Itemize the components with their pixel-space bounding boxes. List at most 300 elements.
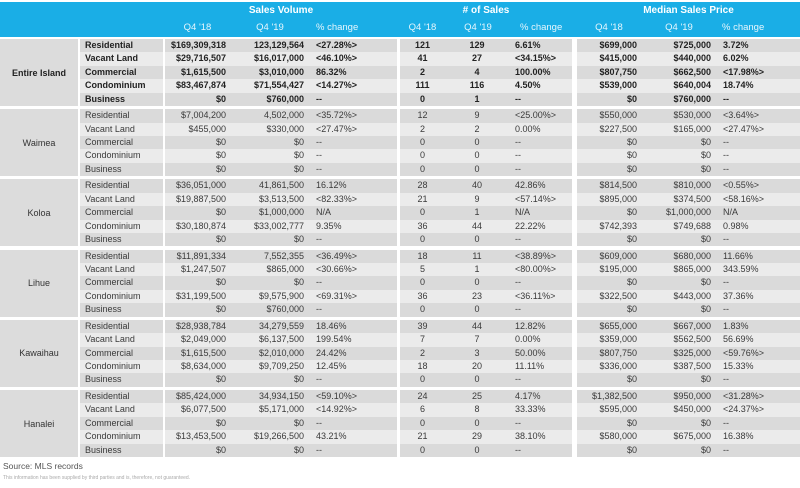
property-type: Vacant Land <box>85 263 135 274</box>
table-row <box>0 360 800 373</box>
sales-volume-change: <59.10%> <box>316 391 358 401</box>
median-price-q418: $807,750 <box>599 66 637 77</box>
num-sales-q418: 12 <box>417 110 428 121</box>
median-price-change: <59.76%> <box>723 347 765 358</box>
ns-q418-header: Q4 '18 <box>408 22 437 33</box>
sales-volume-q418: $0 <box>215 150 226 161</box>
sales-volume-q419: $0 <box>293 233 304 244</box>
table-row <box>0 109 800 122</box>
num-sales-q419: 44 <box>471 220 482 231</box>
num-sales-change: <34.15%> <box>515 53 557 64</box>
sales-volume-q419: $33,002,777 <box>253 220 304 231</box>
sales-volume-q419: $760,000 <box>266 93 304 104</box>
num-sales-change: -- <box>515 163 521 174</box>
source-note: Source: MLS records <box>3 461 83 471</box>
sales-volume-q418: $2,049,000 <box>180 334 226 345</box>
num-sales-change: 38.10% <box>515 431 546 442</box>
sales-volume-change: <27.28%> <box>316 40 358 50</box>
property-type: Commercial <box>85 417 134 428</box>
sales-volume-q418: $0 <box>215 93 226 104</box>
sales-volume-change: 9.35% <box>316 220 342 231</box>
sales-volume-change: 199.54% <box>316 334 352 345</box>
sales-volume-q418: $0 <box>215 277 226 288</box>
median-price-q418: $0 <box>626 417 637 428</box>
median-price-change: -- <box>723 233 729 244</box>
sales-volume-change: 43.21% <box>316 431 347 442</box>
sales-volume-q418: $0 <box>215 304 226 315</box>
sales-volume-change: <14.27%> <box>316 80 358 91</box>
table-row <box>0 373 800 386</box>
sales-volume-q419: $0 <box>293 136 304 147</box>
sales-volume-q419: 7,552,355 <box>263 250 304 261</box>
property-type: Business <box>85 304 122 315</box>
num-sales-change: -- <box>515 374 521 385</box>
sales-volume-change: -- <box>316 277 322 288</box>
median-price-change: -- <box>723 374 729 385</box>
median-price-q418: $1,382,500 <box>591 391 637 401</box>
sales-volume-change: <82.33%> <box>316 193 358 204</box>
median-price-q418: $895,000 <box>599 193 637 204</box>
sales-volume-q418: $169,309,318 <box>170 40 226 50</box>
median-price-change: 3.72% <box>723 40 749 50</box>
area-label: Kawaihau <box>0 320 78 387</box>
area-label: Hanalei <box>0 390 78 457</box>
property-type: Residential <box>85 110 130 121</box>
num-sales-q418: 0 <box>419 93 425 104</box>
median-price-change: -- <box>723 163 729 174</box>
num-sales-q418: 121 <box>414 40 431 50</box>
num-sales-change: 0.00% <box>515 123 541 134</box>
median-price-q418: $0 <box>626 207 637 218</box>
sales-volume-q418: $11,891,334 <box>176 250 226 261</box>
median-price-q418: $699,000 <box>599 40 637 50</box>
median-price-q419: $0 <box>700 233 711 244</box>
num-sales-q419: 0 <box>474 277 480 288</box>
sales-volume-q418: $0 <box>215 233 226 244</box>
sales-volume-q418: $8,634,000 <box>180 360 226 371</box>
header-number-of-sales: # of Sales <box>462 5 510 16</box>
sales-volume-change: 24.42% <box>316 347 347 358</box>
sales-volume-change: -- <box>316 150 322 161</box>
median-price-change: 18.74% <box>723 80 754 91</box>
property-type: Commercial <box>85 347 134 358</box>
median-price-q418: $742,393 <box>599 220 637 231</box>
median-price-change: N/A <box>723 207 739 218</box>
num-sales-q419: 0 <box>474 304 480 315</box>
num-sales-change: -- <box>515 417 521 428</box>
sales-volume-q418: $29,716,507 <box>175 53 226 64</box>
num-sales-q418: 36 <box>417 290 428 301</box>
table-row <box>0 79 800 92</box>
num-sales-change: 22.22% <box>515 220 546 231</box>
num-sales-q419: 44 <box>471 320 482 331</box>
sales-volume-q418: $31,199,500 <box>175 290 226 301</box>
num-sales-q418: 0 <box>419 136 425 147</box>
num-sales-q419: 8 <box>474 404 480 415</box>
num-sales-change: 0.00% <box>515 334 541 345</box>
area-block <box>0 390 800 457</box>
num-sales-q419: 116 <box>469 80 485 91</box>
area-block <box>0 109 800 176</box>
num-sales-q419: 4 <box>474 66 480 77</box>
median-price-q419: $165,000 <box>673 123 711 134</box>
num-sales-q419: 7 <box>474 334 480 345</box>
num-sales-change: 6.61% <box>515 40 541 50</box>
property-type: Residential <box>85 391 130 401</box>
median-price-change: -- <box>723 417 729 428</box>
sales-volume-change: <14.92%> <box>316 404 358 415</box>
num-sales-change: 33.33% <box>515 404 546 415</box>
median-price-change: -- <box>723 136 729 147</box>
num-sales-q419: 0 <box>474 374 480 385</box>
median-price-change: <24.37%> <box>723 404 765 415</box>
median-price-q419: $0 <box>700 374 711 385</box>
table-row <box>0 333 800 346</box>
sales-volume-q419: 41,861,500 <box>258 180 304 191</box>
property-type: Residential <box>85 320 130 331</box>
property-type: Condominium <box>85 290 141 301</box>
sales-volume-q418: $28,938,784 <box>175 320 226 331</box>
median-price-q419: $662,500 <box>673 66 711 77</box>
sales-volume-q419: $0 <box>293 417 304 428</box>
sales-volume-q418: $6,077,500 <box>180 404 226 415</box>
sales-volume-q418: $0 <box>215 207 226 218</box>
sales-volume-change: 12.45% <box>316 360 347 371</box>
num-sales-change: 11.11% <box>515 360 545 371</box>
sales-volume-change: -- <box>316 374 322 385</box>
property-type: Business <box>85 93 126 104</box>
median-price-change: 56.69% <box>723 334 754 345</box>
median-price-q418: $580,000 <box>599 431 637 442</box>
sales-volume-q419: $9,575,900 <box>258 290 304 301</box>
sales-volume-change: 18.46% <box>316 320 347 331</box>
median-price-q418: $359,000 <box>599 334 637 345</box>
median-price-change: <31.28%> <box>723 391 765 401</box>
area-block <box>0 39 800 106</box>
table-row <box>0 233 800 246</box>
table-row <box>0 263 800 276</box>
median-price-change: -- <box>723 304 729 315</box>
area-label: Entire Island <box>0 39 78 106</box>
num-sales-q418: 18 <box>417 360 428 371</box>
table-row <box>0 320 800 333</box>
num-sales-change: -- <box>515 150 521 161</box>
sales-volume-q418: $85,424,000 <box>175 391 226 401</box>
num-sales-q419: 0 <box>474 444 480 455</box>
sales-volume-q419: 4,502,000 <box>263 110 304 121</box>
num-sales-change: <57.14%> <box>515 193 557 204</box>
median-price-q419: $374,500 <box>673 193 711 204</box>
property-type: Condominium <box>85 220 141 231</box>
property-type: Commercial <box>85 277 134 288</box>
num-sales-q418: 2 <box>419 347 425 358</box>
median-price-q419: $1,000,000 <box>665 207 711 218</box>
sales-volume-q419: $3,010,000 <box>258 66 304 77</box>
median-price-q419: $530,000 <box>673 110 711 121</box>
table-header <box>0 2 800 37</box>
property-type: Commercial <box>85 66 137 77</box>
num-sales-change: <80.00%> <box>515 263 557 274</box>
sales-volume-change: <35.72%> <box>316 110 358 121</box>
table-row <box>0 430 800 443</box>
num-sales-q419: 25 <box>471 391 482 401</box>
sales-volume-q419: 123,129,564 <box>253 40 304 50</box>
sales-volume-change: -- <box>316 93 322 104</box>
sales-volume-change: <30.66%> <box>316 263 358 274</box>
sales-volume-q418: $0 <box>215 163 226 174</box>
sales-volume-q418: $36,051,000 <box>175 180 226 191</box>
sv-q418-header: Q4 '18 <box>183 22 212 33</box>
num-sales-change: <25.00%> <box>515 110 557 121</box>
median-price-change: 11.66% <box>723 250 753 261</box>
area-block <box>0 179 800 246</box>
table-row <box>0 93 800 106</box>
num-sales-q418: 21 <box>417 193 428 204</box>
median-price-q418: $336,000 <box>599 360 637 371</box>
sales-volume-q419: $0 <box>293 277 304 288</box>
num-sales-change: N/A <box>515 207 531 218</box>
sales-volume-change: <27.47%> <box>316 123 358 134</box>
median-price-q418: $595,000 <box>599 404 637 415</box>
sales-volume-q419: $9,709,250 <box>258 360 304 371</box>
num-sales-q418: 0 <box>419 163 425 174</box>
num-sales-change: <38.89%> <box>515 250 557 261</box>
sales-volume-q419: $16,017,000 <box>253 53 304 64</box>
num-sales-change: -- <box>515 233 521 244</box>
median-price-q418: $0 <box>626 163 637 174</box>
num-sales-q418: 21 <box>417 431 428 442</box>
num-sales-q418: 7 <box>419 334 425 345</box>
median-price-q418: $0 <box>626 150 637 161</box>
property-type: Residential <box>85 180 130 191</box>
median-price-change: <58.16%> <box>723 193 765 204</box>
table-row <box>0 403 800 416</box>
table-row <box>0 179 800 192</box>
median-price-change: -- <box>723 150 729 161</box>
median-price-change: -- <box>723 93 729 104</box>
sales-volume-q418: $30,180,874 <box>175 220 226 231</box>
num-sales-q419: 0 <box>474 163 480 174</box>
median-price-q419: $443,000 <box>673 290 711 301</box>
median-price-q419: $810,000 <box>673 180 711 191</box>
sales-volume-change: -- <box>316 136 322 147</box>
area-block <box>0 250 800 317</box>
num-sales-q418: 111 <box>415 80 430 91</box>
num-sales-change: 12.82% <box>515 320 546 331</box>
mp-q418-header: Q4 '18 <box>595 22 623 33</box>
median-price-change: 343.59% <box>723 263 759 274</box>
median-price-q419: $950,000 <box>673 391 711 401</box>
sales-volume-q418: $83,467,874 <box>175 80 226 91</box>
num-sales-q419: 11 <box>472 250 482 261</box>
num-sales-change: 4.17% <box>515 391 541 401</box>
median-price-change: 1.83% <box>723 320 749 331</box>
median-price-change: <3.64%> <box>723 110 760 121</box>
median-price-q418: $0 <box>626 277 637 288</box>
table-row <box>0 444 800 457</box>
sales-volume-q419: $5,171,000 <box>258 404 304 415</box>
sales-volume-q419: $0 <box>293 150 304 161</box>
property-type: Condominium <box>85 431 141 442</box>
num-sales-q419: 0 <box>474 233 480 244</box>
median-price-q419: $749,688 <box>673 220 711 231</box>
ns-pct-header: % change <box>520 22 563 33</box>
num-sales-q418: 2 <box>419 66 425 77</box>
sales-volume-q419: 34,279,559 <box>258 320 304 331</box>
median-price-change: <0.55%> <box>723 180 760 191</box>
num-sales-change: 100.00% <box>515 66 551 77</box>
median-price-q418: $814,500 <box>599 180 637 191</box>
median-price-change: -- <box>723 444 729 455</box>
median-price-q418: $0 <box>626 233 637 244</box>
disclaimer: This information has been supplied by third parties and is, therefore, not guaranteed. <box>3 475 191 481</box>
median-price-q419: $675,000 <box>673 431 711 442</box>
num-sales-q418: 0 <box>419 233 425 244</box>
num-sales-q418: 0 <box>419 374 425 385</box>
sales-volume-change: -- <box>316 163 322 174</box>
property-type: Condominium <box>85 360 141 371</box>
sales-volume-q419: $19,266,500 <box>253 431 304 442</box>
sales-volume-q419: $865,000 <box>266 263 304 274</box>
num-sales-q419: 3 <box>474 347 480 358</box>
median-price-change: <27.47%> <box>723 123 765 134</box>
median-price-q418: $227,500 <box>599 123 637 134</box>
median-price-q419: $0 <box>700 136 711 147</box>
property-type: Condominium <box>85 150 141 161</box>
sales-volume-q419: $330,000 <box>266 123 304 134</box>
sales-volume-change: -- <box>316 304 322 315</box>
area-block <box>0 320 800 387</box>
property-type: Vacant Land <box>85 123 135 134</box>
sv-q419-header: Q4 '19 <box>256 22 284 33</box>
table-row <box>0 52 800 65</box>
median-price-change: 6.02% <box>723 53 749 64</box>
median-price-q418: $195,000 <box>599 263 637 274</box>
ns-q419-header: Q4 '19 <box>464 22 492 33</box>
median-price-q418: $550,000 <box>599 110 637 121</box>
property-type: Residential <box>85 40 134 50</box>
median-price-change: 16.38% <box>723 431 754 442</box>
sales-volume-q419: $6,137,500 <box>258 334 304 345</box>
num-sales-q419: 1 <box>474 207 480 218</box>
sales-volume-q418: $0 <box>215 417 226 428</box>
num-sales-change: 42.86% <box>515 180 546 191</box>
sales-volume-change: <69.31%> <box>316 290 358 301</box>
num-sales-q418: 5 <box>419 263 425 274</box>
table-row <box>0 206 800 219</box>
sales-volume-q418: $1,615,500 <box>180 66 226 77</box>
median-price-q419: $450,000 <box>673 404 711 415</box>
sales-volume-change: -- <box>316 233 322 244</box>
num-sales-change: <36.11%> <box>515 290 556 301</box>
num-sales-q418: 0 <box>419 417 425 428</box>
table-row <box>0 417 800 430</box>
num-sales-change: -- <box>515 136 521 147</box>
median-price-q419: $0 <box>700 417 711 428</box>
sales-volume-q418: $19,887,500 <box>175 193 226 204</box>
table-row <box>0 163 800 176</box>
table-row <box>0 123 800 136</box>
num-sales-q419: 0 <box>474 150 480 161</box>
num-sales-q418: 28 <box>417 180 428 191</box>
num-sales-change: 4.50% <box>515 80 541 91</box>
sales-volume-q418: $13,453,500 <box>175 431 226 442</box>
sales-volume-q418: $1,615,500 <box>180 347 226 358</box>
num-sales-change: -- <box>515 93 521 104</box>
median-price-q418: $0 <box>626 304 637 315</box>
table-row <box>0 290 800 303</box>
median-price-q419: $562,500 <box>673 334 711 345</box>
num-sales-change: -- <box>515 277 521 288</box>
median-price-q418: $0 <box>626 136 637 147</box>
num-sales-q419: 1 <box>474 93 480 104</box>
sales-volume-q419: 34,934,150 <box>258 391 304 401</box>
sales-volume-change: 16.12% <box>316 180 347 191</box>
median-price-q418: $322,500 <box>599 290 637 301</box>
median-price-q419: $325,000 <box>673 347 711 358</box>
median-price-q418: $655,000 <box>599 320 637 331</box>
num-sales-q418: 36 <box>417 220 428 231</box>
area-label: Waimea <box>0 109 78 176</box>
median-price-q419: $667,000 <box>673 320 711 331</box>
num-sales-q419: 20 <box>471 360 482 371</box>
header-median-sales-price: Median Sales Price <box>643 5 734 16</box>
median-price-q418: $609,000 <box>599 250 637 261</box>
median-price-q418: $0 <box>626 374 637 385</box>
median-price-change: <17.98%> <box>723 66 765 77</box>
property-type: Commercial <box>85 136 134 147</box>
num-sales-change: -- <box>515 304 521 315</box>
sales-volume-change: -- <box>316 444 322 455</box>
mp-q419-header: Q4 '19 <box>665 22 693 33</box>
num-sales-q418: 0 <box>419 150 425 161</box>
num-sales-q419: 9 <box>474 110 480 121</box>
num-sales-q419: 29 <box>471 431 482 442</box>
num-sales-q418: 2 <box>419 123 425 134</box>
table-row <box>0 66 800 79</box>
num-sales-q418: 0 <box>419 277 425 288</box>
property-type: Business <box>85 374 122 385</box>
sales-volume-q418: $7,004,200 <box>180 110 226 121</box>
median-price-change: 15.33% <box>723 360 754 371</box>
mp-pct-header: % change <box>722 22 765 33</box>
sales-volume-q419: $71,554,427 <box>253 80 304 91</box>
table-row <box>0 303 800 316</box>
num-sales-q418: 6 <box>419 404 425 415</box>
median-price-change: 0.98% <box>723 220 749 231</box>
sales-volume-change: N/A <box>316 207 332 218</box>
sales-volume-change: <36.49%> <box>316 250 358 261</box>
median-price-q418: $539,000 <box>599 80 637 91</box>
sales-volume-q418: $0 <box>215 374 226 385</box>
property-type: Vacant Land <box>85 53 139 64</box>
sales-volume-change: <46.10%> <box>316 53 358 64</box>
num-sales-q418: 18 <box>417 250 428 261</box>
num-sales-q419: 0 <box>474 417 480 428</box>
sales-volume-q419: $1,000,000 <box>258 207 304 218</box>
property-type: Residential <box>85 250 130 261</box>
sales-volume-q419: $0 <box>293 374 304 385</box>
median-price-q419: $760,000 <box>673 93 711 104</box>
median-price-q419: $0 <box>700 150 711 161</box>
sales-volume-q419: $2,010,000 <box>258 347 304 358</box>
table-row <box>0 250 800 263</box>
table-row <box>0 276 800 289</box>
median-price-q418: $415,000 <box>599 53 637 64</box>
sales-volume-change: -- <box>316 417 322 428</box>
area-label: Koloa <box>0 179 78 246</box>
median-price-q419: $725,000 <box>673 40 711 50</box>
